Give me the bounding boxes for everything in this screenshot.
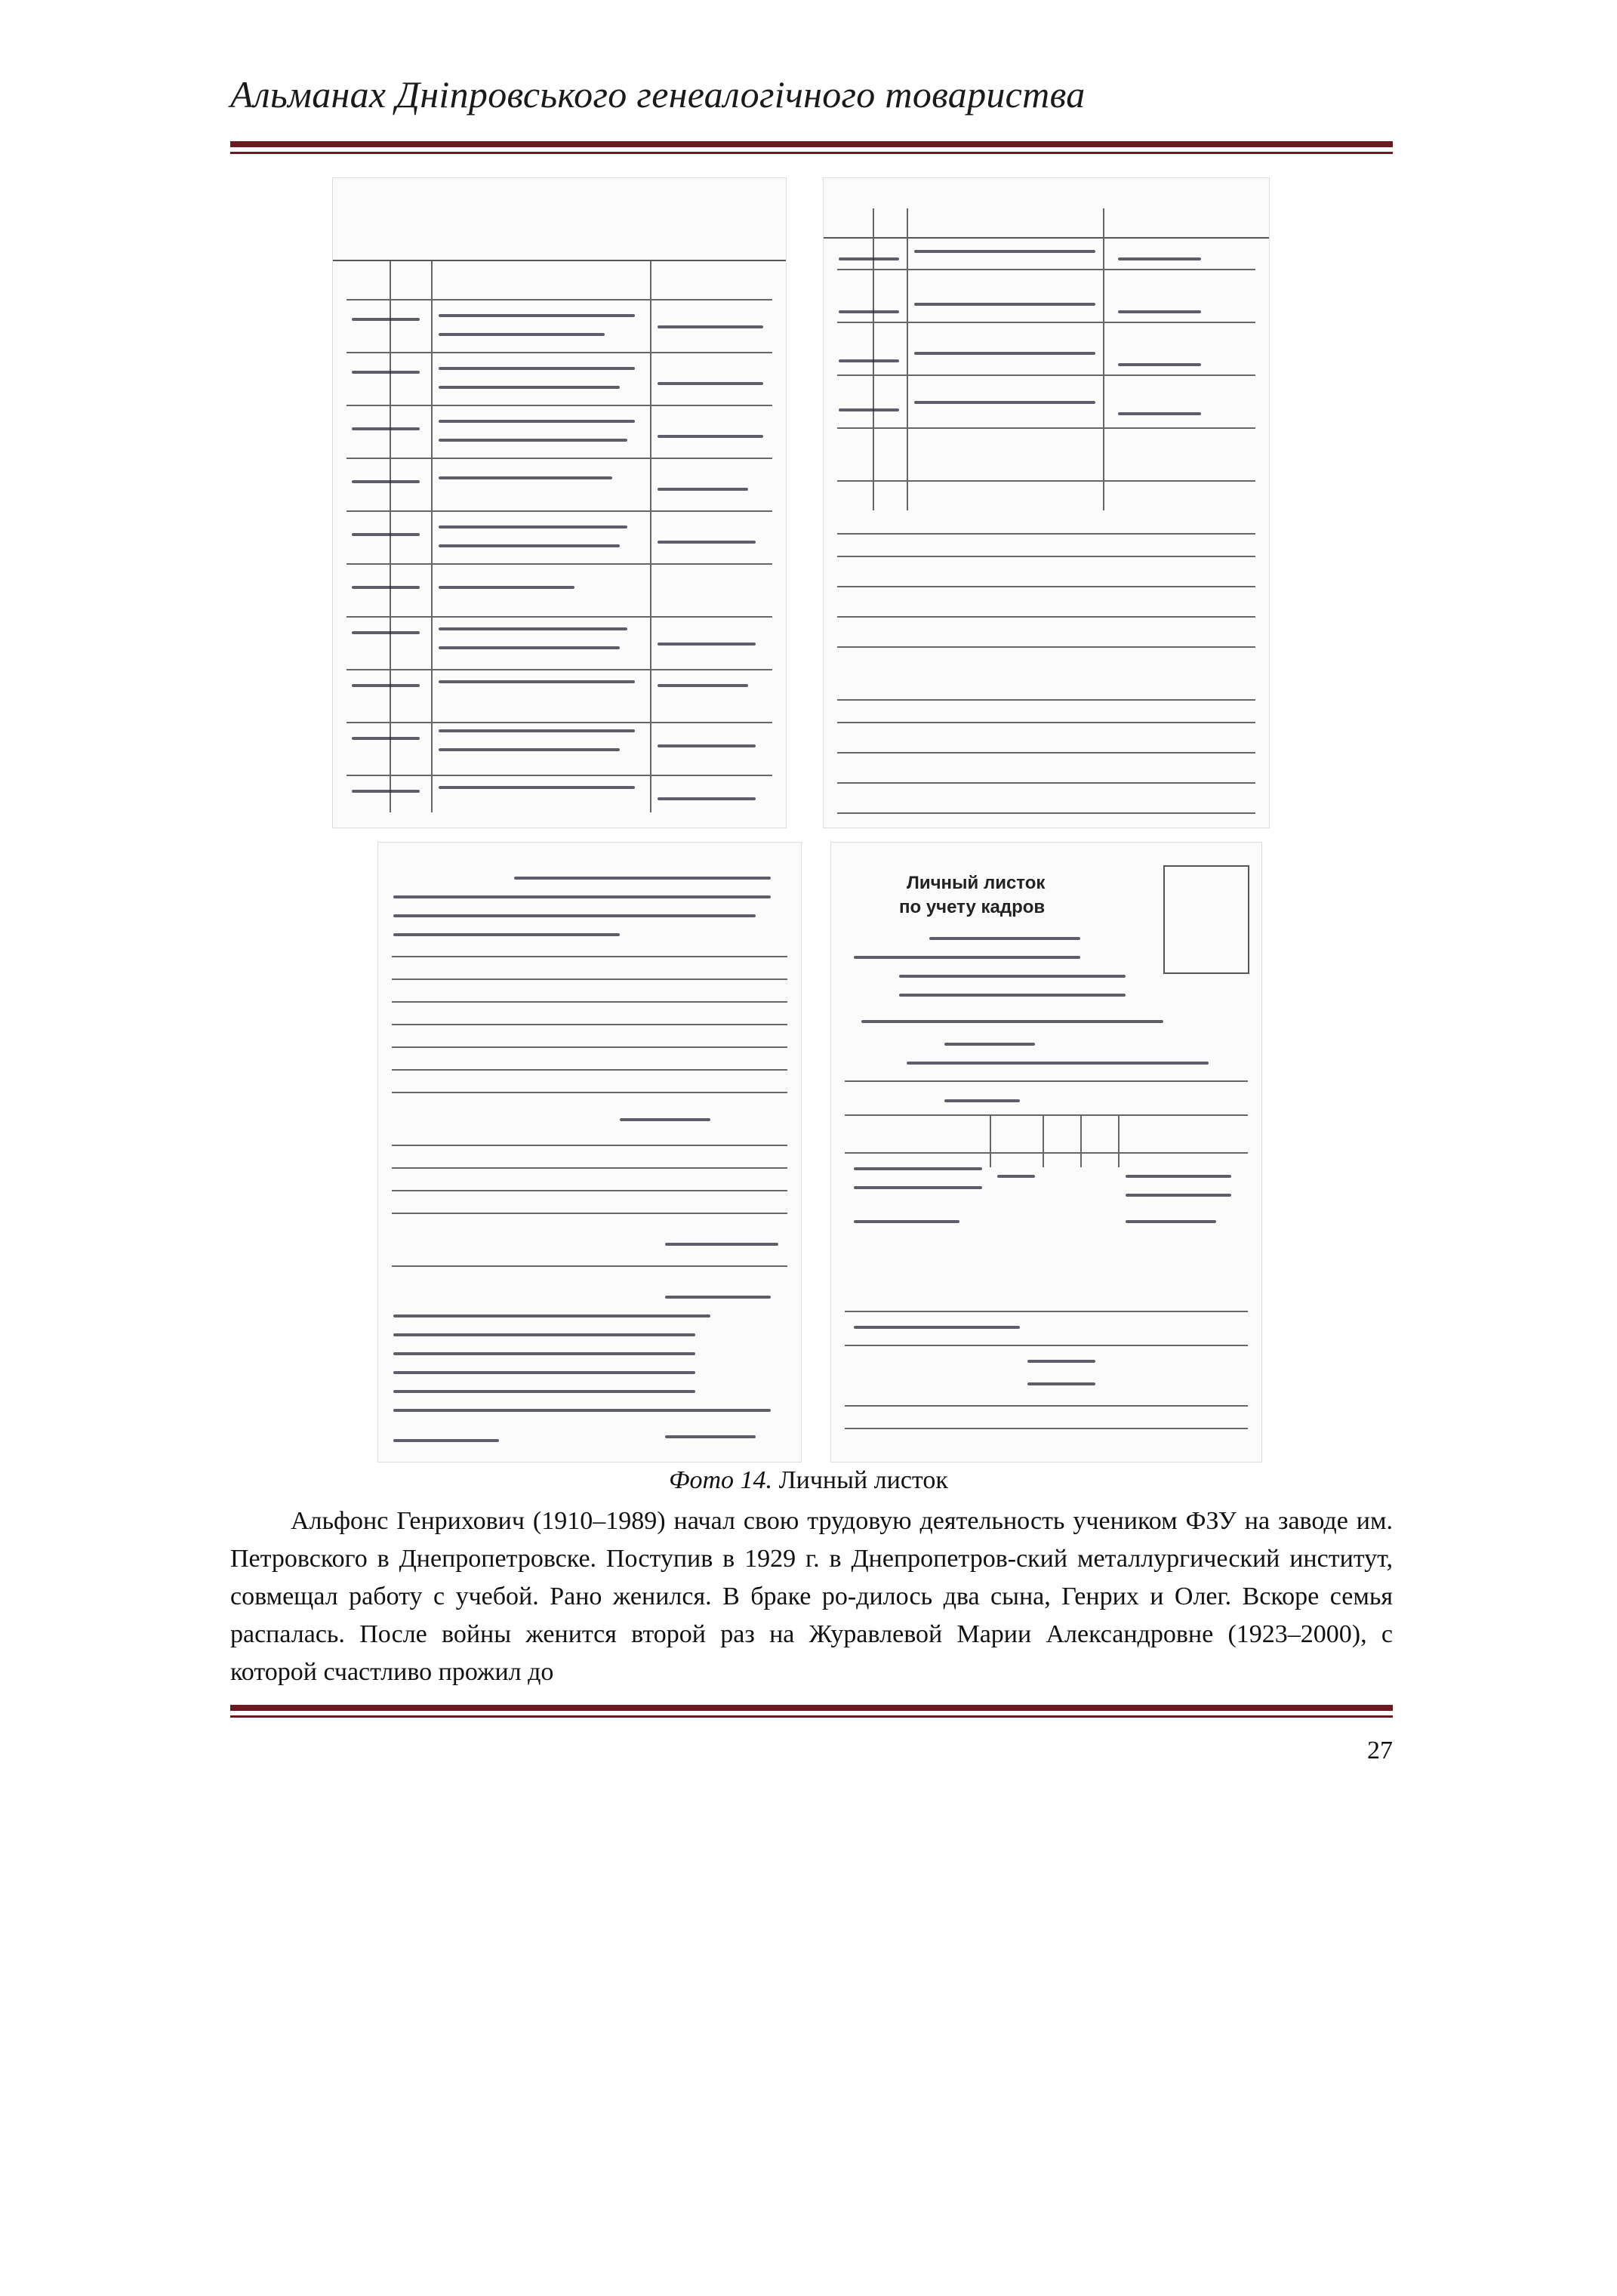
scan-awards-family (377, 842, 802, 1462)
body-paragraph: Альфонс Генрихович (1910–1989) начал свою трудовую деятельность учеником ФЗУ на заводе им. Петровского в Днепропетровске. Поступив в 1929 г. в Днепропетров-ский металлургический институт, совмещал работу с учебой. Рано женился. В браке ро-дилось два сына, Генрих и Олег. Вскоре семья распалась. После войны женится второй раз на Журавлевой Марии Александровне (1923–2000), с которой счастливо прожил до (230, 1507, 1393, 1686)
figure-caption (0, 1466, 1617, 1495)
document-photo (332, 177, 1268, 1461)
scan-title-line2: по учету кадров (899, 897, 1046, 917)
footer-rule (230, 1705, 1393, 1711)
header-rule (230, 141, 1393, 147)
scan-title-line1: Личный листок (907, 873, 1046, 893)
page-number: 27 (1367, 1737, 1393, 1764)
caption-label: Фото 14. (669, 1466, 773, 1494)
footer-rule-thin (230, 1715, 1393, 1718)
scan-photo-placeholder (1163, 865, 1249, 974)
scan-personnel-record (830, 842, 1262, 1462)
header-rule-thin (230, 152, 1393, 154)
scan-work-history-left (332, 177, 787, 828)
body-text (230, 1502, 1393, 1691)
caption-text: Личный листок (778, 1466, 948, 1494)
running-title: Альманах Дніпровського генеалогічного товариства (230, 73, 1086, 116)
scan-work-history-right (823, 177, 1270, 828)
